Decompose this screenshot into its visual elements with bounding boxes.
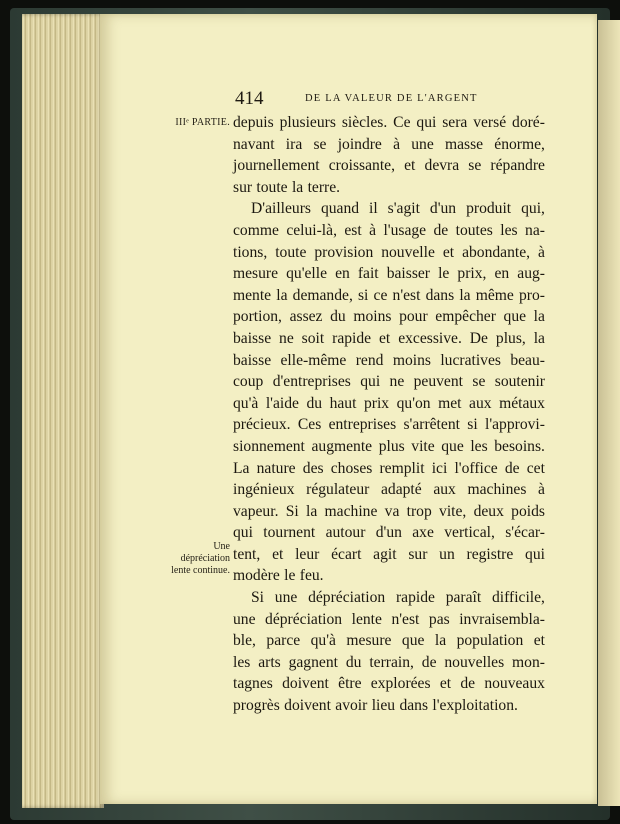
text-line: La nature des choses remplit ici l'office de cet xyxy=(233,459,545,477)
page-edges xyxy=(22,14,104,808)
text-line: progrès doivent avoir lieu dans l'exploitation. xyxy=(233,697,518,715)
text-line: vapeur. Si la machine va trop vite, deux poids xyxy=(233,502,545,520)
margin-note-depreciation xyxy=(171,541,230,577)
text-line: mente la demande, si ce n'est dans la même pro- xyxy=(233,286,545,304)
text-line: sionnement augmente plus vite que les besoins. xyxy=(233,437,545,455)
text-line: tent, et leur écart agit sur un registre qui xyxy=(233,545,545,563)
text-line: Si une dépréciation rapide paraît difficile, xyxy=(251,589,545,607)
text-line: tagnes doivent être explorées et de nouveaux xyxy=(233,675,545,693)
body-text xyxy=(233,112,545,717)
text-line: coup d'entreprises qui ne peuvent se soutenir xyxy=(233,373,545,391)
text-line: baisse elle-même rend moins lucratives beau- xyxy=(233,351,545,369)
text-line: sur toute la terre. xyxy=(233,178,341,196)
text-line: portion, assez du moins pour empêcher que la xyxy=(233,308,545,326)
paragraph xyxy=(233,198,545,587)
text-line: précieux. Ces entreprises s'arrêtent si l'approvi- xyxy=(233,416,545,434)
text-line: une dépréciation lente n'est pas invraisembla- xyxy=(233,610,545,628)
facing-page-edge xyxy=(598,20,620,806)
paragraph xyxy=(233,112,545,198)
text-line: qui tournent autour d'un axe vertical, s'écar- xyxy=(233,524,545,542)
text-line: D'ailleurs quand il s'agit d'un produit qui, xyxy=(251,200,545,218)
text-line: journellement croissante, et devra se répandre xyxy=(233,157,545,175)
text-line: depuis plusieurs siècles. Ce qui sera versé doré- xyxy=(233,114,545,131)
margin-note-line: Une xyxy=(213,541,230,552)
text-line: tions, toute provision nouvelle et abondante, à xyxy=(233,243,545,261)
margin-note-part: IIIᵉ PARTIE. xyxy=(175,117,230,128)
page-header xyxy=(235,88,545,112)
page-number: 414 xyxy=(235,88,264,109)
margin-note-line: lente continue. xyxy=(171,565,230,576)
text-line: modère le feu. xyxy=(233,567,324,585)
text-line: baisse ne soit rapide et excessive. De plus, la xyxy=(233,329,545,347)
margin-note-line: dépréciation xyxy=(180,553,230,564)
text-line: navant ira se joindre à une masse énorme, xyxy=(233,135,545,153)
text-line: mesure qu'elle en fait baisser le prix, en aug- xyxy=(233,265,545,283)
running-head: DE LA VALEUR DE L'ARGENT xyxy=(305,93,478,104)
text-line: les arts gagnent du terrain, de nouvelles mon- xyxy=(233,653,545,671)
text-line: qu'à l'aide du haut prix qu'on met aux métaux xyxy=(233,394,545,412)
text-line: ble, parce qu'à mesure que la population et xyxy=(233,632,545,650)
paragraph xyxy=(233,587,545,717)
text-line: ingénieux régulateur adapté aux machines à xyxy=(233,481,545,499)
text-line: comme celui-là, est à l'usage de toutes les na- xyxy=(233,221,545,239)
